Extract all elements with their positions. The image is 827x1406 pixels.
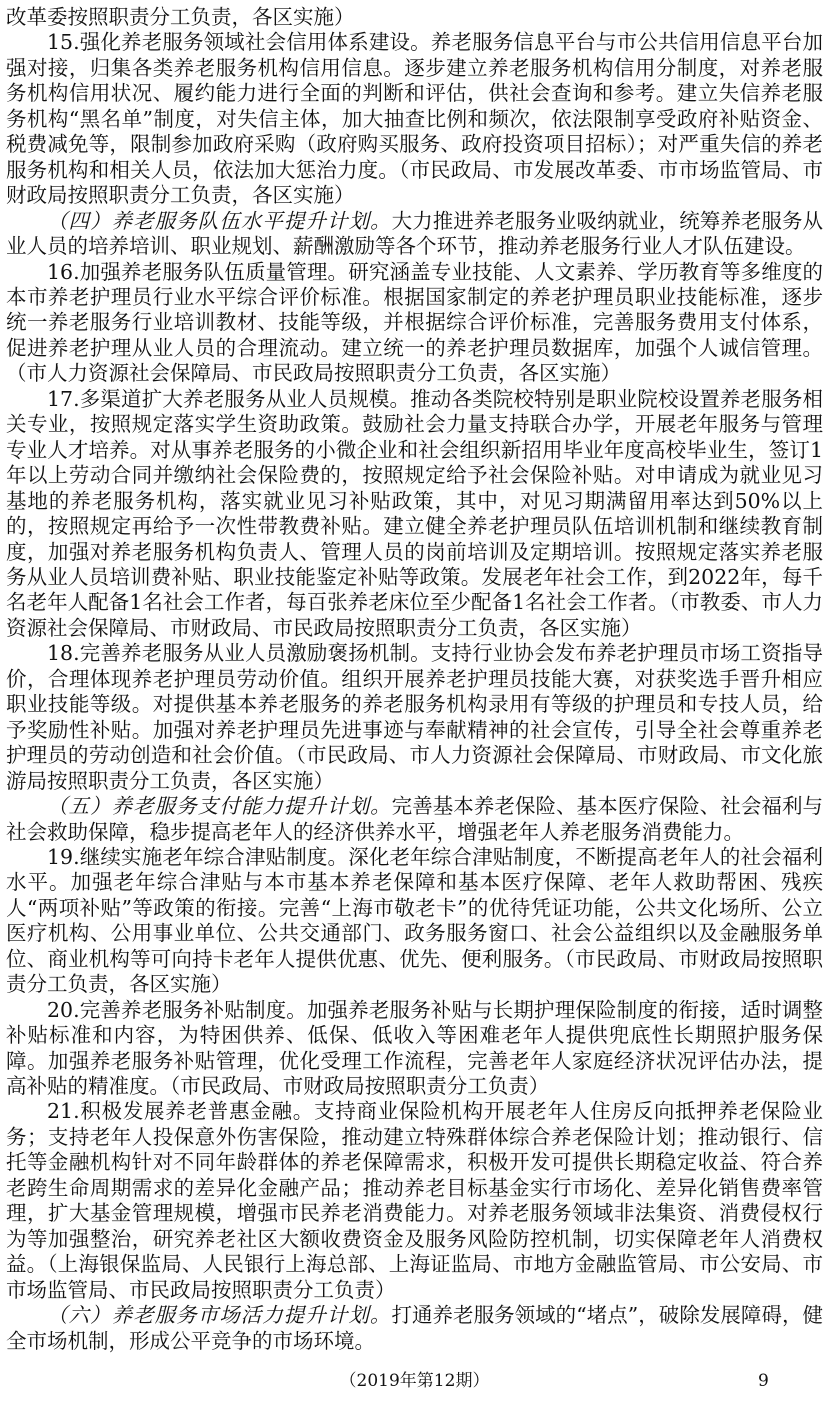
page-number: 9 [758,1371,769,1392]
paragraph-text: 17.多渠道扩大养老服务从业人员规模。推动各类院校特别是职业院校设置养老服务相关专业，按照规定落实学生资助政策。鼓励社会力量支持联合办学，开展老年服务与管理专业人才培养。对从事养老服务的小微企业和社会组织新招用毕业年度高校毕业生，签订1年以上劳动合同并缴纳社会保险费的，按照规定给予社会保险补贴。对申请成为就业见习基地的养老服务机构，落实就业见习补贴政策，其中，对见习期满留用率达到50%以上的，按照规定再给予一次性带教费补贴。建立健全养老护理员队伍培训机制和继续教育制度，加强对养老服务机构负责人、管理人员的岗前培训及定期培训。按照规定落实养老服务从业人员培训费补贴、职业技能鉴定补贴等政策。发展老年社会工作，到2022年，每千名老年人配备1名社会工作者，每百张养老床位至少配备1名社会工作者。（市教委、市人力资源社会保障局、市财政局、市民政局按照职责分工负责，各区实施） [6,386,823,640]
paragraph-continuation [6,5,823,30]
paragraph-text: 15.强化养老服务领域社会信用体系建设。养老服务信息平台与市公共信用信息平台加强对接，归集各类养老服务机构信用信息。逐步建立养老服务机构信用分制度，对养老服务机构信用状况、履约能力进行全面的判断和评估，供社会查询和参考。建立失信养老服务机构“黑名单”制度，对失信主体，加大抽查比例和频次，依法限制享受政府补贴资金、税费减免等，限制参加政府采购（政府购买服务、政府投资项目招标）；对严重失信的养老服务机构和相关人员，依法加大惩治力度。（市民政局、市发展改革委、市市场监管局、市财政局按照职责分工负责，各区实施） [6,30,823,208]
paragraph-text: 16.加强养老服务队伍质量管理。研究涵盖专业技能、人文素养、学历教育等多维度的本市养老护理员行业水平综合评价标准。根据国家制定的养老护理员职业技能标准，逐步统一养老服务行业培训教材、技能等级，并根据综合评价标准，完善服务费用支付体系，促进养老护理从业人员的合理流动。建立统一的养老护理员数据库，加强个人诚信管理。（市人力资源社会保障局、市民政局按照职责分工负责，各区实施） [6,259,823,386]
paragraph-text: 完善基本养老保险、基本医疗保险、社会福利与社会救助保障，稳步提高老年人的经济供养水平，增强老年人养老服务消费能力。 [6,794,824,844]
section-lead: （四）养老服务队伍水平提升计划。 [47,208,392,233]
section-lead: （五）养老服务支付能力提升计划。 [47,794,392,819]
paragraph-item-18 [6,641,823,794]
section-heading-4 [6,209,823,260]
paragraph-text: 18.完善养老服务从业人员激励褒扬机制。支持行业协会发布养老护理员市场工资指导价，合理体现养老护理员劳动价值。组织开展养老护理员技能大赛，对获奖选手晋升相应职业技能等级。对提供基本养老服务的养老服务机构录用有等级的护理员和专技人员，给予奖励性补贴。加强对养老护理员先进事迹与奉献精神的社会宣传，引导全社会尊重养老护理员的劳动创造和社会价值。（市民政局、市人力资源社会保障局、市财政局、市文化旅游局按照职责分工负责，各区实施） [6,641,823,793]
paragraph-item-20 [6,998,823,1100]
section-heading-5 [6,794,823,845]
paragraph-item-17 [6,387,823,642]
paragraph-text: 打通养老服务领域的“堵点”，破除发展障碍，健全市场机制，形成公平竞争的市场环境。 [6,1303,823,1353]
document-body [6,5,823,1354]
section-lead: （六）养老服务市场活力提升计划。 [47,1303,392,1328]
paragraph-item-21 [6,1099,823,1303]
paragraph-text: 改革委按照职责分工负责，各区实施） [6,5,355,29]
paragraph-text: 大力推进养老服务业吸纳就业，统筹养老服务从业人员的培养培训、职业规划、薪酬激励等各个环节，推动养老服务行业人才队伍建设。 [6,208,824,259]
section-heading-6 [6,1303,823,1354]
paragraph-item-15 [6,30,823,208]
footer-spacer [6,1354,823,1368]
paragraph-item-19 [6,845,823,998]
issue-label: （2019年第12期） [339,1371,490,1392]
paragraph-text: 19.继续实施老年综合津贴制度。深化老年综合津贴制度，不断提高老年人的社会福利水平。加强老年综合津贴与本市基本养老保障和基本医疗保障、老年人救助帮困、残疾人“两项补贴”等政策的衔接。完善“上海市敬老卡”的优待凭证功能，公共文化场所、公立医疗机构、公用事业单位、公共交通部门、政务服务窗口、社会公益组织以及金融服务单位、商业机构等可向持卡老年人提供优惠、优先、便利服务。（市民政局、市财政局按照职责分工负责，各区实施） [6,844,823,997]
paragraph-text: 21.积极发展养老普惠金融。支持商业保险机构开展老年人住房反向抵押养老保险业务；支持老年人投保意外伤害保险，推动建立特殊群体综合养老保险计划；推动银行、信托等金融机构针对不同年龄群体的养老保障需求，积极开发可提供长期稳定收益、符合养老跨生命周期需求的差异化金融产品；推动养老目标基金实行市场化、差异化销售费率管理，扩大基金管理规模，增强市民养老消费能力。对养老服务领域非法集资、消费侵权行为等加强整治，研究养老社区大额收费资金及服务风险防控机制，切实保障老年人消费权益。（上海银保监局、人民银行上海总部、上海证监局、市地方金融监管局、市公安局、市市场监管局、市民政局按照职责分工负责） [6,1099,823,1302]
paragraph-text: 20.完善养老服务补贴制度。加强养老服务补贴与长期护理保险制度的衔接，适时调整补贴标准和内容，为特困供养、低保、低收入等困难老年人提供兜底性长期照护服务保障。加强养老服务补贴管理，优化受理工作流程，完善老年人家庭经济状况评估办法，提高补贴的精准度。（市民政局、市财政局按照职责分工负责） [6,997,823,1099]
page-footer [6,1368,823,1394]
paragraph-item-16 [6,260,823,387]
